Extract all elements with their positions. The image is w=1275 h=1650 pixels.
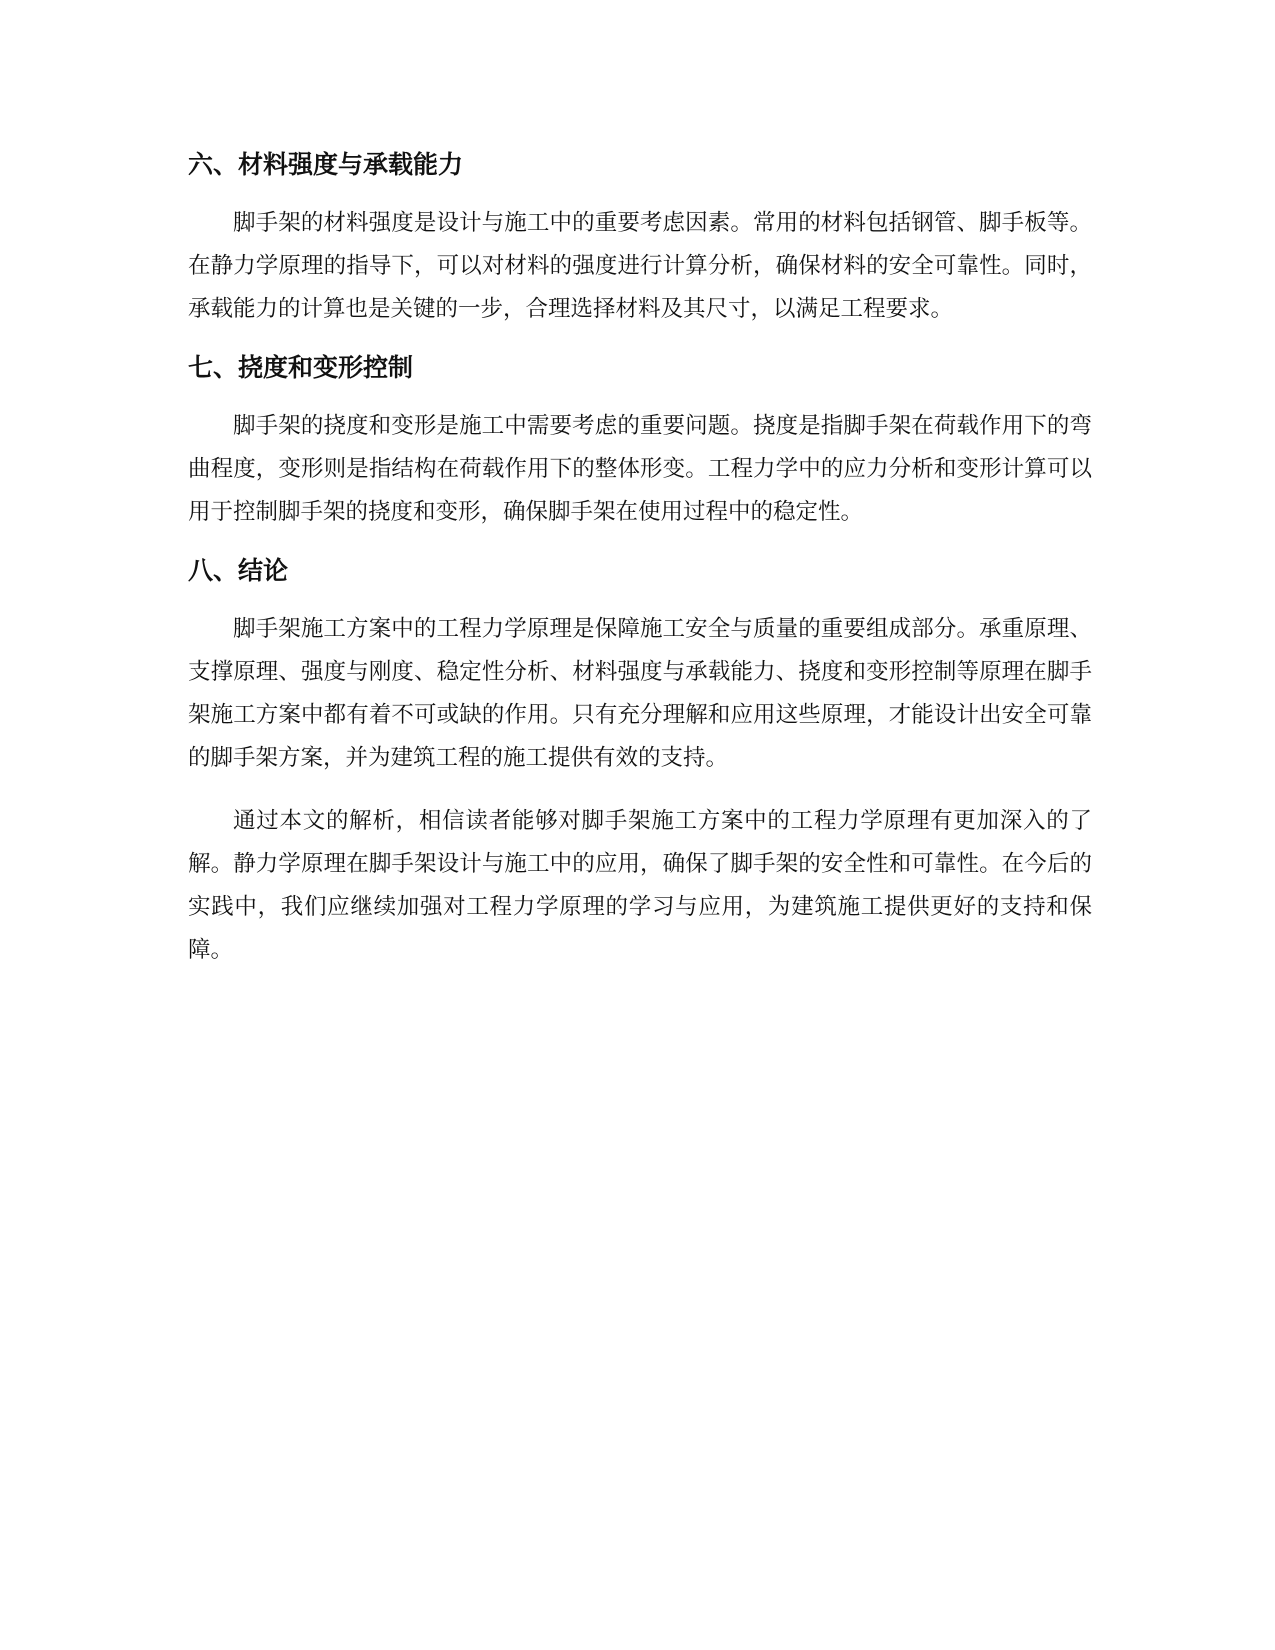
section-deflection-control [188,351,1092,534]
paragraph: 脚手架施工方案中的工程力学原理是保障施工安全与质量的重要组成部分。承重原理、支撑原理、强度与刚度、稳定性分析、材料强度与承载能力、挠度和变形控制等原理在脚手架施工方案中都有着不可或缺的作用。只有充分理解和应用这些原理，才能设计出安全可靠的脚手架方案，并为建筑工程的施工提供有效的支持。 [188,616,1092,771]
section-material-strength [188,148,1092,331]
section-conclusion [188,554,1092,972]
document-body [188,148,1092,992]
section-heading: 七、挠度和变形控制 [188,353,414,382]
section-heading: 八、结论 [188,556,289,585]
paragraph: 通过本文的解析，相信读者能够对脚手架施工方案中的工程力学原理有更加深入的了解。静力学原理在脚手架设计与施工中的应用，确保了脚手架的安全性和可靠性。在今后的实践中，我们应继续加强对工程力学原理的学习与应用，为建筑施工提供更好的支持和保障。 [188,808,1092,963]
paragraph: 脚手架的材料强度是设计与施工中的重要考虑因素。常用的材料包括钢管、脚手板等。在静力学原理的指导下，可以对材料的强度进行计算分析，确保材料的安全可靠性。同时，承载能力的计算也是关键的一步，合理选择材料及其尺寸，以满足工程要求。 [188,210,1092,322]
section-heading: 六、材料强度与承载能力 [188,150,464,179]
paragraph: 脚手架的挠度和变形是施工中需要考虑的重要问题。挠度是指脚手架在荷载作用下的弯曲程度，变形则是指结构在荷载作用下的整体形变。工程力学中的应力分析和变形计算可以用于控制脚手架的挠度和变形，确保脚手架在使用过程中的稳定性。 [188,413,1092,525]
